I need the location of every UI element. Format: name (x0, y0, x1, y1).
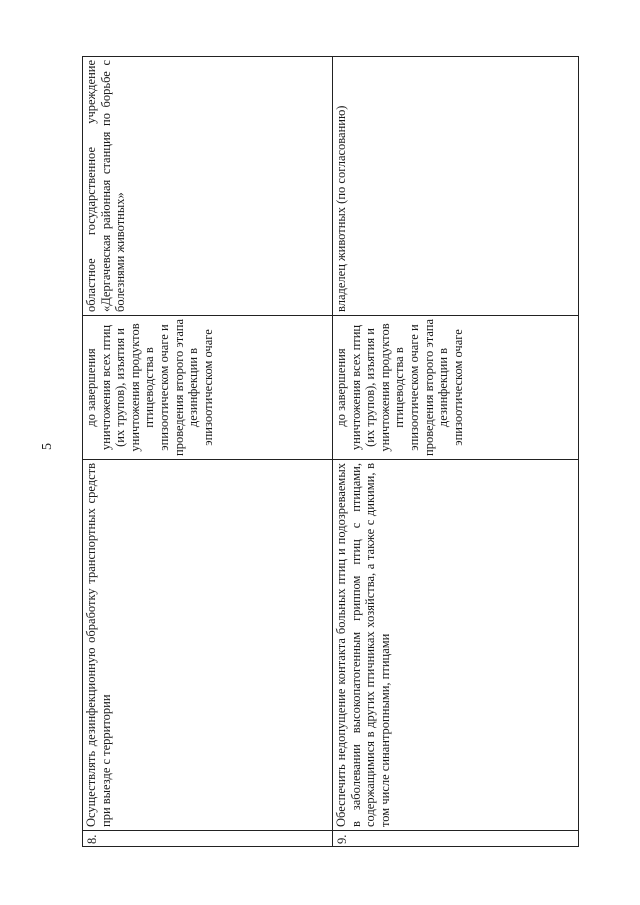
row-number: 8. (83, 831, 333, 847)
table-row (333, 57, 579, 847)
row-number: 9. (333, 831, 579, 847)
responsible-cell: областное государственное учреждение «Дергачевская районная станция по борьбе с болезнями животных» (83, 57, 333, 316)
term-cell: до завершения уничтожения всех птиц (их трупов), изъятия и уничтожения продуктов птицеводства в эпизоотическом очаге и проведения второго этапа дезинфекции в эпизоотическом очаге (83, 316, 333, 460)
measures-table-wrapper (82, 57, 578, 847)
table-row (83, 57, 333, 847)
action-cell: Обеспечить недопущение контакта больных птиц и подозреваемых в заболевании высокопатогенным гриппом птиц с птицами, содержащимися в других птичниках хозяйства, а также с дикими, в том числе синантропными, птицами (333, 460, 579, 831)
action-cell: Осуществлять дезинфекционную обработку транспортных средств при выезде с территории (83, 460, 333, 831)
responsible-cell: владелец животных (по согласованию) (333, 57, 579, 316)
page-number: 5 (40, 443, 55, 450)
measures-table (82, 56, 579, 847)
term-cell: до завершения уничтожения всех птиц (их трупов), изъятия и уничтожения продуктов птицеводства в эпизоотическом очаге и проведения второго этапа дезинфекции в эпизоотическом очаге (333, 316, 579, 460)
